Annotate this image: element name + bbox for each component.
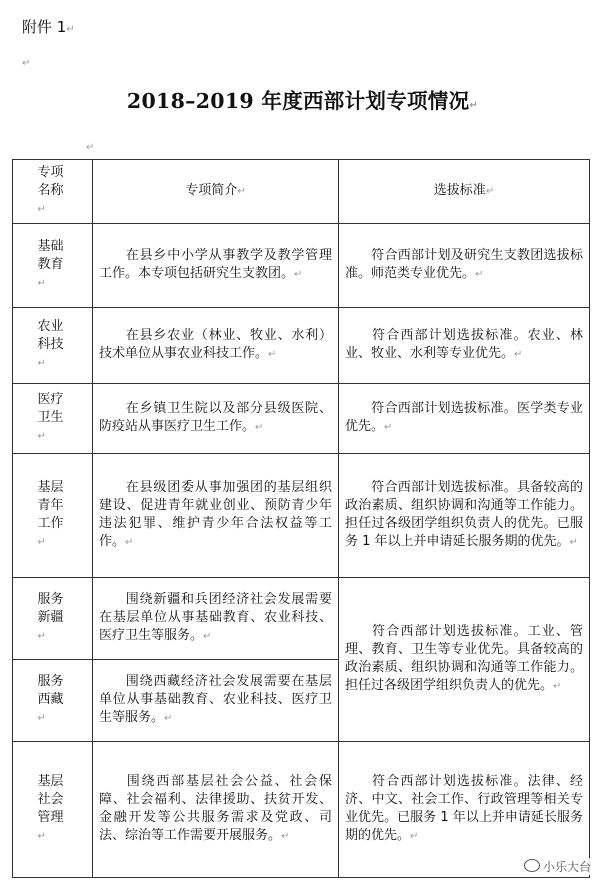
project-intro: 在乡镇卫生院以及部分县级医院、防疫站从事医疗卫生工作。	[99, 401, 332, 434]
project-name: 农业 科技	[37, 319, 64, 352]
paragraph-mark: ↵	[37, 431, 46, 442]
header-cell	[93, 160, 339, 224]
project-intro-cell	[93, 742, 339, 878]
paragraph-mark: ↵	[514, 349, 523, 360]
header-cell	[339, 160, 590, 224]
paragraph-mark: ↵	[37, 278, 46, 289]
paragraph-mark: ↵	[237, 186, 246, 197]
project-intro-cell	[93, 224, 339, 308]
selection-criteria: 符合西部计划选拔标准。法律、经济、中文、社会工作、行政管理等相关专业优先。已服务 1 年以上并申请延长服务期的优先。	[345, 774, 583, 843]
project-name: 基层 社会 管理	[37, 774, 64, 825]
project-intro: 在县乡农业（林业、牧业、水利）技术单位从事农业科技工作。	[99, 328, 332, 361]
paragraph-mark: ↵	[485, 186, 495, 197]
project-name: 基础 教育	[37, 239, 64, 272]
header-label: 专项简介	[185, 183, 238, 198]
selection-criteria: 符合西部计划选拔标准。工业、管理、教育、卫生等专业优先。具备较高的政治素质、组织协调和沟通等工作能力。担任过各级团学组织负责人的优先。	[345, 624, 583, 693]
paragraph-mark: ↵	[164, 713, 173, 724]
paragraph-mark: ↵	[37, 713, 46, 724]
watermark: 小乐大台	[520, 858, 595, 875]
project-intro-cell	[93, 578, 339, 660]
project-name: 医疗 卫生	[37, 392, 64, 425]
paragraph-mark: ↵	[384, 422, 393, 433]
attachment-label: 附件 1↵	[22, 18, 75, 36]
project-name: 服务 新疆	[37, 592, 64, 625]
selection-criteria-cell	[339, 224, 590, 308]
paragraph-mark: ↵	[294, 269, 303, 280]
paragraph-mark: ↵	[22, 58, 31, 69]
selection-criteria: 符合西部计划及研究生支教团选拔标准。师范类专业优先。	[345, 248, 583, 281]
project-intro: 围绕西藏经济社会发展需要在基层单位从事基础教育、农业科技、医疗卫生等服务。	[99, 674, 332, 725]
project-name-cell	[13, 660, 93, 742]
selection-criteria-cell	[339, 384, 590, 454]
project-intro: 在县乡中小学从事教学及教学管理工作。本专项包括研究生支教团。	[99, 248, 332, 281]
table-row	[13, 308, 590, 384]
project-name-cell	[13, 578, 93, 660]
project-name: 服务 西藏	[37, 674, 64, 707]
project-intro-cell	[93, 308, 339, 384]
paragraph-mark: ↵	[203, 631, 212, 642]
header-cell-name	[13, 160, 93, 224]
paragraph-mark: ↵	[553, 681, 562, 692]
selection-criteria-cell	[339, 454, 590, 578]
project-intro-cell	[93, 454, 339, 578]
paragraph-mark: ↵	[410, 831, 419, 842]
project-intro: 在县级团委从事加强团的基层组织建设、促进青年就业创业、预防青少年违法犯罪、维护青少年合法权益等工作。	[99, 480, 332, 549]
project-name-cell	[13, 384, 93, 454]
paragraph-mark: ↵	[37, 358, 46, 369]
paragraph-mark: ↵	[37, 204, 46, 215]
paragraph-mark: ↵	[37, 631, 46, 642]
table-row	[13, 742, 590, 878]
header-label: 选拔标准	[433, 183, 486, 198]
page-title: 2018–2019 年度西部计划专项情况↵	[126, 89, 479, 113]
project-name: 基层 青年 工作	[37, 480, 64, 531]
table-header-row	[13, 160, 590, 224]
selection-criteria: 符合西部计划选拔标准。农业、林业、牧业、水利等专业优先。	[345, 328, 583, 361]
selection-criteria-cell	[339, 308, 590, 384]
project-table	[12, 159, 590, 878]
paragraph-mark: ↵	[37, 831, 46, 842]
paragraph-mark: ↵	[268, 349, 277, 360]
paragraph-mark: ↵	[569, 537, 578, 548]
project-intro-cell	[93, 660, 339, 742]
paragraph-mark: ↵	[125, 537, 134, 548]
table-row	[13, 578, 590, 660]
project-intro: 围绕西部基层社会公益、社会保障、社会福利、法律援助、扶贫开发、金融开发等公共服务需求及党政、司法、综治等工作需要开展服务。	[99, 774, 332, 843]
project-intro-cell	[93, 384, 339, 454]
paragraph-mark: ↵	[475, 269, 484, 280]
table-row	[13, 384, 590, 454]
project-name-cell	[13, 454, 93, 578]
project-name-cell	[13, 742, 93, 878]
table-row	[13, 454, 590, 578]
paragraph-mark: ↵	[281, 831, 290, 842]
project-name: 专项 名称	[37, 165, 64, 198]
project-name-cell	[13, 308, 93, 384]
paragraph-mark: ↵	[255, 422, 264, 433]
project-name-cell	[13, 224, 93, 308]
project-intro: 围绕新疆和兵团经济社会发展需要在基层单位从事基础教育、农业科技、医疗卫生等服务。	[99, 592, 332, 643]
selection-criteria: 符合西部计划选拔标准。具备较高的政治素质、组织协调和沟通等工作能力。担任过各级团学组织负责人的优先。已服务 1 年以上并申请延长服务期的优先。	[345, 480, 583, 549]
paragraph-mark: ↵	[37, 537, 46, 548]
selection-criteria-cell	[339, 578, 590, 742]
table-row	[13, 224, 590, 308]
paragraph-mark: ↵	[86, 142, 95, 153]
selection-criteria: 符合西部计划选拔标准。医学类专业优先。	[345, 401, 583, 434]
wechat-icon	[524, 859, 540, 872]
